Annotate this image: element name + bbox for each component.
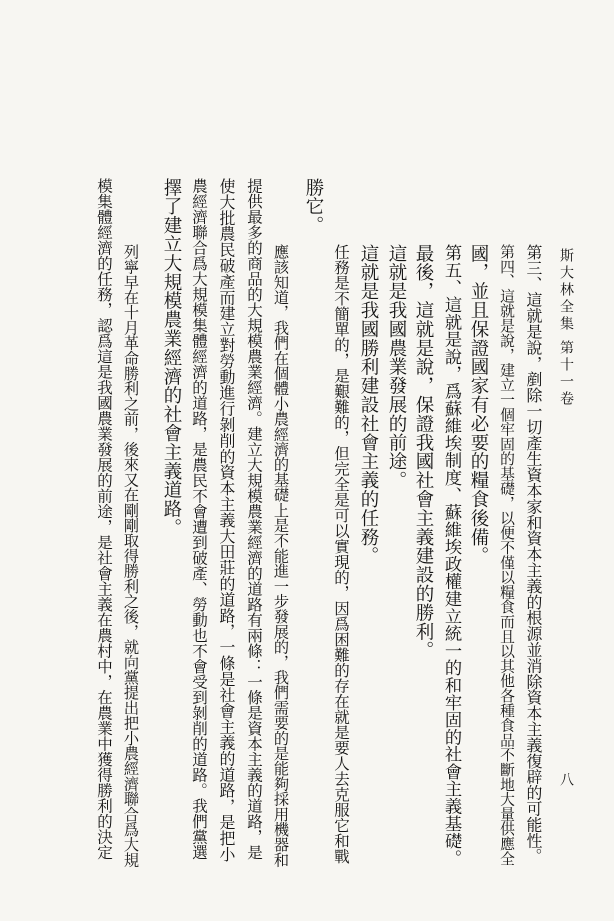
- text-column: 第四、這就是說，建立一個牢固的基礎，以便不僅以糧食而且以其他各種食品不斷地大量供應全: [498, 244, 515, 866]
- text-column: 這就是我國農業發展的前途。: [386, 244, 407, 490]
- text-column: 國，並且保證國家有必要的糧食後備。: [468, 244, 489, 566]
- text-column: 這就是我國勝利建設社會主義的任務。: [358, 244, 379, 566]
- book-title: 斯大林全集: [558, 248, 574, 333]
- page-number: 八: [558, 772, 574, 789]
- text-column: 第五、這就是說，爲蘇維埃制度、蘇維埃政權建立統一的和牢固的社會主義基礎。: [441, 244, 461, 867]
- volume-label: 第十一卷: [558, 340, 574, 408]
- text-column: 模集體經濟的任務，認爲這是我國農業發展的前途，是社會主義在農村中，在農業中獲得勝利的決定: [95, 178, 113, 860]
- text-column: 使大批農民破產而建立對勞動進行剝削的資本主義大田莊的道路，一條是社會主義的道路，是把小: [217, 178, 236, 862]
- text-column: 應該知道，我們在個體小農經濟的基礎上是不能進一步發展的，我們需要的是能夠採用機器和: [272, 244, 290, 868]
- text-column: 列寧早在十月革命勝利之前，後來又在剛剛取得勝利之後，就向黨提出把小農經濟聯合爲大規: [122, 244, 140, 868]
- text-column: 任務是不簡單的，是艱難的，但完全是可以實現的，因爲困難的存在就是要人去克服它和戰: [332, 244, 350, 864]
- text-column: 農經濟聯合爲大規模集體經濟的道路，是農民不會遭到破產、勞動也不會受到剝削的道路。我們黨選: [190, 178, 208, 860]
- text-column: 第三、這就是說，剷除一切產生資本家和資本主義的根源並消除資本主義復辟的可能性。: [524, 244, 543, 865]
- text-column: 擇了建立大規模農業經濟的社會主義道路。: [161, 178, 182, 538]
- text-column: 最後，這就是說，保證我國社會主義建設的勝利。: [413, 244, 434, 660]
- text-column: 提供最多的商品的大規模農業經濟。建立大規模農業經濟的道路有兩條：一條是資本主義的道路，是: [245, 178, 263, 860]
- text-column: 勝它。: [303, 178, 324, 235]
